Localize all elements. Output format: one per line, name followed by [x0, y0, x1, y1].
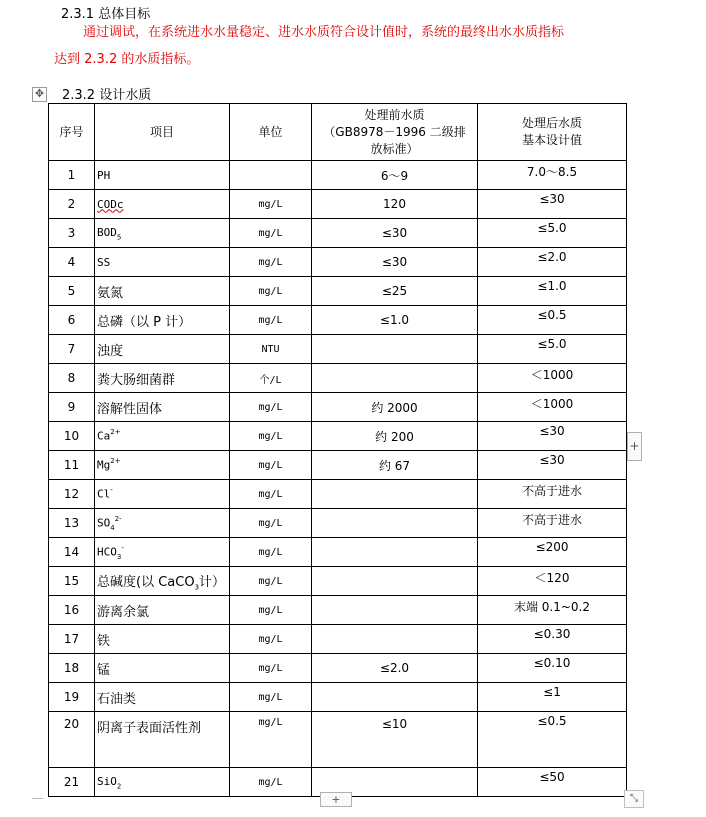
- item-superscript: 2-: [114, 514, 122, 523]
- table-row: [49, 596, 627, 625]
- item-name: Ca: [97, 429, 111, 443]
- header-no: 序号: [49, 104, 95, 161]
- item-name: 氨氮: [97, 285, 124, 301]
- cell-pre: [312, 538, 478, 567]
- cell-no: 2: [49, 190, 95, 219]
- header-post-line-1: 处理后水质: [521, 116, 582, 130]
- cell-unit: mg/L: [230, 393, 312, 422]
- goal-paragraph: [54, 19, 634, 73]
- cell-pre: [312, 509, 478, 538]
- item-name: Cl: [97, 487, 111, 501]
- cell-pre: ≤2.0: [312, 654, 478, 683]
- cell-unit: 个/L: [230, 364, 312, 393]
- cell-post: ≤30: [478, 190, 627, 219]
- cell-post: ≤1.0: [478, 277, 627, 306]
- move-handle-icon[interactable]: ✥: [32, 87, 47, 102]
- table-row: [49, 306, 627, 335]
- water-quality-table: [48, 103, 627, 797]
- item-name: 铁: [97, 633, 111, 649]
- header-pre-line-1: 处理前水质: [364, 107, 425, 122]
- cell-post: ≤50: [478, 768, 627, 797]
- header-post-line-2: 基本设计值: [521, 133, 582, 147]
- header-pre: [312, 104, 478, 161]
- item-name: 总碱度(以 CaCO: [97, 574, 195, 590]
- resize-icon[interactable]: ⤡: [624, 790, 644, 808]
- table-row: [49, 480, 627, 509]
- cell-unit: mg/L: [230, 451, 312, 480]
- header-item: 项目: [95, 104, 230, 161]
- table-row: [49, 335, 627, 364]
- cell-post: ≤2.0: [478, 248, 627, 277]
- cell-pre: [312, 335, 478, 364]
- table-row: [49, 567, 627, 596]
- cell-post: ≤30: [478, 422, 627, 451]
- cell-item: [95, 422, 230, 451]
- item-subscript: 4: [110, 523, 115, 532]
- cell-pre: [312, 364, 478, 393]
- item-name: Mg: [97, 458, 111, 472]
- item-superscript: 2+: [110, 428, 121, 437]
- paragraph-line-2: 达到 2.3.2 的水质指标。: [54, 52, 200, 67]
- item-name: 总磷（以 P 计）: [97, 314, 192, 330]
- cell-unit: mg/L: [230, 538, 312, 567]
- cell-no: 20: [49, 712, 95, 768]
- cell-unit: mg/L: [230, 422, 312, 451]
- cell-unit: mg/L: [230, 480, 312, 509]
- cell-no: 18: [49, 654, 95, 683]
- item-name: 粪大肠细菌群: [97, 372, 176, 388]
- add-column-button[interactable]: +: [627, 432, 642, 461]
- cell-item: [95, 219, 230, 248]
- item-subscript: 5: [116, 233, 122, 242]
- table-row: [49, 683, 627, 712]
- table-row: [49, 248, 627, 277]
- cell-item: [95, 625, 230, 654]
- table-row: [49, 422, 627, 451]
- page-corner-mark: [32, 798, 43, 801]
- cell-no: 19: [49, 683, 95, 712]
- cell-item: [95, 480, 230, 509]
- item-name: SiO: [97, 774, 117, 788]
- cell-post: 不高于进水: [478, 509, 627, 538]
- section-title: 2.3.1 总体目标: [61, 7, 151, 22]
- cell-post: 末端 0.1~0.2: [478, 596, 627, 625]
- cell-item: [95, 654, 230, 683]
- header-unit: 单位: [230, 104, 312, 161]
- cell-unit: mg/L: [230, 277, 312, 306]
- item-name: 浊度: [97, 343, 124, 359]
- cell-unit: mg/L: [230, 768, 312, 797]
- cell-no: 4: [49, 248, 95, 277]
- table-row: [49, 538, 627, 567]
- item-name: 锰: [97, 662, 111, 678]
- cell-post: ≤5.0: [478, 219, 627, 248]
- cell-no: 16: [49, 596, 95, 625]
- cell-post: ≤5.0: [478, 335, 627, 364]
- cell-item: [95, 335, 230, 364]
- cell-pre: [312, 480, 478, 509]
- table-row: [49, 219, 627, 248]
- cell-no: 17: [49, 625, 95, 654]
- cell-post: ≤200: [478, 538, 627, 567]
- table-row: [49, 364, 627, 393]
- cell-no: 6: [49, 306, 95, 335]
- subsection-title: 2.3.2 设计水质: [62, 88, 152, 103]
- add-row-button[interactable]: +: [320, 792, 352, 807]
- item-name: 石油类: [97, 691, 137, 707]
- cell-post: ≤0.10: [478, 654, 627, 683]
- cell-no: 21: [49, 768, 95, 797]
- header-pre-line-3: 放标准）: [370, 141, 419, 156]
- cell-pre: [312, 683, 478, 712]
- cell-unit: mg/L: [230, 712, 312, 768]
- table-row: [49, 654, 627, 683]
- table-row: [49, 451, 627, 480]
- cell-post: ＜1000: [478, 393, 627, 422]
- cell-post: ≤0.5: [478, 306, 627, 335]
- cell-pre: [312, 567, 478, 596]
- cell-item: [95, 538, 230, 567]
- cell-item: [95, 567, 230, 596]
- cell-no: 15: [49, 567, 95, 596]
- item-name: BOD: [97, 225, 117, 239]
- cell-unit: mg/L: [230, 654, 312, 683]
- cell-unit: mg/L: [230, 567, 312, 596]
- cell-item: [95, 596, 230, 625]
- cell-unit: mg/L: [230, 625, 312, 654]
- item-superscript: -: [121, 543, 124, 552]
- item-name: 阴离子表面活性剂: [97, 721, 202, 736]
- item-name: SO: [97, 515, 111, 529]
- cell-no: 3: [49, 219, 95, 248]
- item-name: HCO: [97, 544, 117, 558]
- cell-post: ≤1: [478, 683, 627, 712]
- cell-unit: mg/L: [230, 219, 312, 248]
- cell-no: 9: [49, 393, 95, 422]
- cell-pre: ≤30: [312, 248, 478, 277]
- cell-post: ≤0.5: [478, 712, 627, 768]
- cell-item: [95, 712, 230, 768]
- cell-pre: ≤30: [312, 219, 478, 248]
- cell-unit: NTU: [230, 335, 312, 364]
- item-subscript: 3: [116, 552, 122, 561]
- item-name: 溶解性固体: [97, 401, 163, 417]
- cell-pre: ≤1.0: [312, 306, 478, 335]
- cell-item: [95, 509, 230, 538]
- cell-pre: ≤10: [312, 712, 478, 768]
- item-subscript: 3: [194, 583, 200, 592]
- cell-item: [95, 306, 230, 335]
- cell-unit: mg/L: [230, 596, 312, 625]
- item-name: PH: [97, 168, 111, 182]
- cell-item: [95, 190, 230, 219]
- cell-no: 12: [49, 480, 95, 509]
- cell-unit: mg/L: [230, 306, 312, 335]
- cell-item: [95, 364, 230, 393]
- item-name: CODc: [97, 197, 124, 211]
- cell-unit: mg/L: [230, 509, 312, 538]
- table-row: [49, 625, 627, 654]
- cell-item: [95, 451, 230, 480]
- header-post: [478, 104, 627, 161]
- cell-no: 1: [49, 161, 95, 190]
- cell-no: 7: [49, 335, 95, 364]
- cell-no: 5: [49, 277, 95, 306]
- table-row: [49, 509, 627, 538]
- cell-pre: 120: [312, 190, 478, 219]
- header-pre-line-2: （GB8978－1996 二级排: [323, 124, 466, 139]
- cell-post: ≤30: [478, 451, 627, 480]
- cell-no: 10: [49, 422, 95, 451]
- item-name: SS: [97, 255, 111, 269]
- cell-pre: 6～9: [312, 161, 478, 190]
- item-name: 游离余氯: [97, 604, 150, 620]
- cell-item: [95, 277, 230, 306]
- cell-item: [95, 161, 230, 190]
- cell-pre: 约 67: [312, 451, 478, 480]
- cell-pre: 约 2000: [312, 393, 478, 422]
- cell-unit: mg/L: [230, 248, 312, 277]
- cell-item: [95, 248, 230, 277]
- table-row: [49, 190, 627, 219]
- cell-pre: [312, 625, 478, 654]
- table-row: [49, 712, 627, 768]
- cell-unit: [230, 161, 312, 190]
- cell-post: 不高于进水: [478, 480, 627, 509]
- cell-no: 11: [49, 451, 95, 480]
- item-superscript: -: [110, 486, 113, 495]
- cell-post: 7.0～8.5: [478, 161, 627, 190]
- cell-pre: 约 200: [312, 422, 478, 451]
- item-subscript: 2: [116, 782, 122, 791]
- item-suffix: 计）: [199, 574, 226, 590]
- paragraph-line-1: 通过调试，在系统进水水量稳定、进水水质符合设计值时，系统的最终出水水质指标: [83, 25, 565, 40]
- cell-post: ＜1000: [478, 364, 627, 393]
- table-row: [49, 161, 627, 190]
- cell-pre: ≤25: [312, 277, 478, 306]
- table-row: [49, 277, 627, 306]
- cell-item: [95, 768, 230, 797]
- cell-item: [95, 393, 230, 422]
- table-row: [49, 393, 627, 422]
- cell-no: 14: [49, 538, 95, 567]
- cell-no: 8: [49, 364, 95, 393]
- cell-item: [95, 683, 230, 712]
- item-superscript: 2+: [110, 457, 121, 466]
- cell-post: ≤0.30: [478, 625, 627, 654]
- cell-unit: mg/L: [230, 683, 312, 712]
- cell-pre: [312, 596, 478, 625]
- cell-post: ＜120: [478, 567, 627, 596]
- cell-unit: mg/L: [230, 190, 312, 219]
- cell-no: 13: [49, 509, 95, 538]
- table-header-row: [49, 104, 627, 161]
